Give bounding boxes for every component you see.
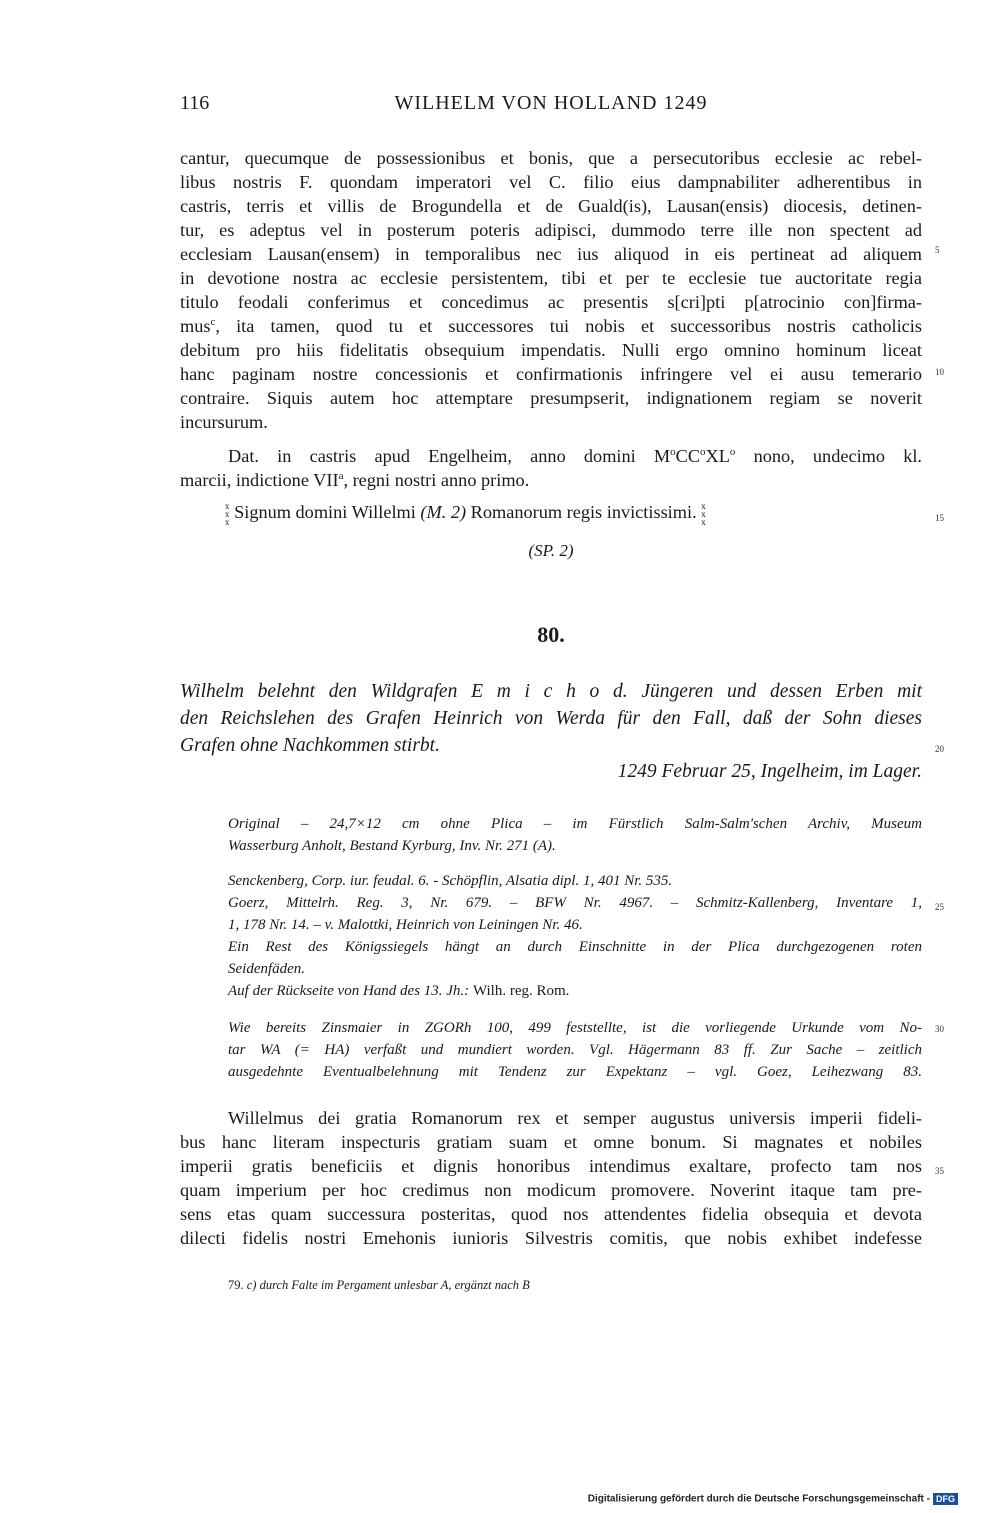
cross-mark-icon: x x x [701, 501, 706, 527]
text-line: imperii gratis beneficiis et dignis honoribus intendimus exaltare, profecto tam nos [180, 1156, 922, 1176]
text-line: libus nostris F. quondam imperatori vel C. filio eius dampnabiliter adherentibus in [180, 172, 922, 192]
dateline: 1249 Februar 25, Ingelheim, im Lager. [617, 761, 922, 782]
apparatus-editions [228, 870, 922, 1002]
text-line: cantur, quecumque de possessionibus et bonis, que a persecutoribus ecclesie ac rebel- [180, 148, 922, 168]
apparatus-line: Wie bereits Zinsmaier in ZGORh 100, 499 feststellte, ist die vorliegende Urkunde vom No- [228, 1020, 922, 1036]
superscript: a [338, 469, 344, 482]
text-fragment: nono, undecimo kl. [735, 446, 922, 466]
apparatus-line: Wasserburg Anholt, Bestand Kyrburg, Inv. Nr. 271 (A). [228, 838, 556, 854]
margin-line-number: 35 [935, 1166, 944, 1176]
superscript: o [670, 445, 676, 458]
footnote [228, 1278, 530, 1293]
margin-line-number: 5 [935, 245, 940, 255]
text-fragment: mus [180, 316, 211, 336]
apparatus-line [228, 980, 922, 1002]
dorsal-prefix: Auf der Rückseite von Hand des 13. Jh.: [228, 983, 470, 999]
text-line: titulo feodali conferimus et concedimus ac presentis s[cri]pti p[atrocinio con]firma- [180, 292, 922, 312]
text-line: debitum pro hiis fidelitatis obsequium impendatis. Nulli ergo omnino hominum liceat [180, 340, 922, 360]
text-fragment: CC [675, 446, 701, 466]
text-line: quam imperium per hoc credimus non modicum promovere. Noverint itaque tam pre- [180, 1180, 922, 1200]
credit-text: Digitalisierung gefördert durch die Deutsche Forschungsgemeinschaft - [587, 1493, 930, 1505]
superscript: o [700, 445, 706, 458]
text-line: bus hanc literam inspecturis gratiam suam et omne bonum. Si magnates et nobiles [180, 1132, 922, 1152]
text-fragment: XL [705, 446, 730, 466]
apparatus-line: Original – 24,7×12 cm ohne Plica – im Fürstlich Salm-Salm'schen Archiv, Museum [228, 816, 922, 832]
signum-text: Signum domini Willelmi [234, 502, 416, 523]
dating-clause [180, 444, 922, 492]
margin-line-number: 10 [935, 367, 944, 377]
text-line: incursurum. [180, 412, 268, 432]
footnote-marker: c [210, 315, 216, 328]
text-line [180, 444, 922, 468]
text-line: dilecti fidelis nostri Emehonis iunioris Silvestris comitis, que nobis exhibet indefesse [180, 1228, 922, 1248]
margin-line-number: 15 [935, 513, 944, 523]
superscript: o [729, 445, 736, 458]
text-fragment: marcii, indictione VII [180, 470, 339, 490]
margin-line-number: 25 [935, 902, 944, 912]
text-line: sens etas quam successura posteritas, quod nos attendentes fidelia obsequia et devota [180, 1204, 922, 1224]
text-fragment: Dat. in castris apud Engelheim, anno domini M [228, 446, 671, 466]
text-line: tur, es adeptus vel in posterum poteris adipisci, dummodo terre ille non spectent ad [180, 220, 922, 240]
apparatus-line: 1, 178 Nr. 14. – v. Malottki, Heinrich von Leiningen Nr. 46. [228, 917, 583, 933]
regest-line: Wilhelm belehnt den Wildgrafen E m i c h o d. Jüngeren und dessen Erben mit [180, 681, 922, 702]
apparatus-line: tar WA (= HA) verfaßt und mundiert worden. Vgl. Hägermann 83 ff. Zur Sache – zeitlich [228, 1042, 922, 1058]
text-line [180, 468, 922, 492]
document-number: 80. [537, 622, 565, 647]
doc80-text [180, 1106, 922, 1250]
apparatus-commentary [228, 1017, 922, 1083]
regest-line: Grafen ohne Nachkommen stirbt. [180, 735, 440, 756]
monogram-mark: (M. 2) [420, 502, 467, 523]
margin-line-number: 20 [935, 744, 944, 754]
regest [180, 678, 922, 759]
footnote-ref: 79. [228, 1278, 244, 1292]
regest-line: den Reichslehen des Grafen Heinrich von Werda für den Fall, daß der Sohn dieses [180, 708, 922, 729]
dfg-logo: DFG [933, 1493, 958, 1505]
text-line: castris, terris et villis de Brogundella et de Guald(is), Lausan(ensis) diocesis, detinen- [180, 196, 922, 216]
text-fragment: , ita tamen, quod tu et successores tui nobis et successoribus nostris catholicis [215, 316, 922, 336]
text-line [180, 314, 922, 338]
apparatus-line: Goerz, Mittelrh. Reg. 3, Nr. 679. – BFW Nr. 4967. – Schmitz-Kallenberg, Inventare 1, [228, 895, 922, 911]
text-line: contraire. Siquis autem hoc attemptare presumpserit, indignationem regiam se noverit [180, 388, 922, 408]
page-number: 116 [180, 92, 210, 114]
text-line: hanc paginam nostre concessionis et confirmationis infringere vel ei ausu temerario [180, 364, 922, 384]
seal-mark: (SP. 2) [528, 541, 574, 560]
apparatus-line: Ein Rest des Königssiegels hängt an durch Einschnitte in der Plica durchgezogenen roten [228, 939, 922, 955]
apparatus-line: ausgedehnte Eventualbelehnung mit Tendenz zur Expektanz – vgl. Goez, Leihezwang 83. [228, 1064, 922, 1080]
text-line: ecclesiam Lausan(ensem) in temporalibus nec ius aliquod in eis pertineat ad aliquem [180, 244, 922, 264]
cross-mark-icon: x x x [225, 501, 230, 527]
doc79-text [180, 146, 922, 434]
apparatus-line: Senckenberg, Corp. iur. feudal. 6. - Schöpflin, Alsatia dipl. 1, 401 Nr. 535. [228, 873, 673, 889]
signum-line [225, 502, 706, 526]
footnote-text: c) durch Falte im Pergament unlesbar A, ergänzt nach B [246, 1278, 530, 1292]
dorsal-text: Wilh. reg. Rom. [472, 983, 570, 999]
margin-line-number: 30 [935, 1024, 944, 1034]
apparatus-line: Seidenfäden. [228, 961, 306, 977]
running-title: WILHELM VON HOLLAND 1249 [394, 92, 708, 114]
apparatus-original [228, 813, 922, 857]
signum-rest: Romanorum regis invictissimi. [470, 502, 697, 523]
text-fragment: , regni nostri anno primo. [343, 470, 530, 490]
text-line: Willelmus dei gratia Romanorum rex et semper augustus universis imperii fideli- [228, 1108, 922, 1128]
text-line: in devotione nostra ac ecclesie persistentem, tibi et per te ecclesie tue auctoritate regia [180, 268, 922, 288]
digitization-credit [588, 1493, 958, 1505]
